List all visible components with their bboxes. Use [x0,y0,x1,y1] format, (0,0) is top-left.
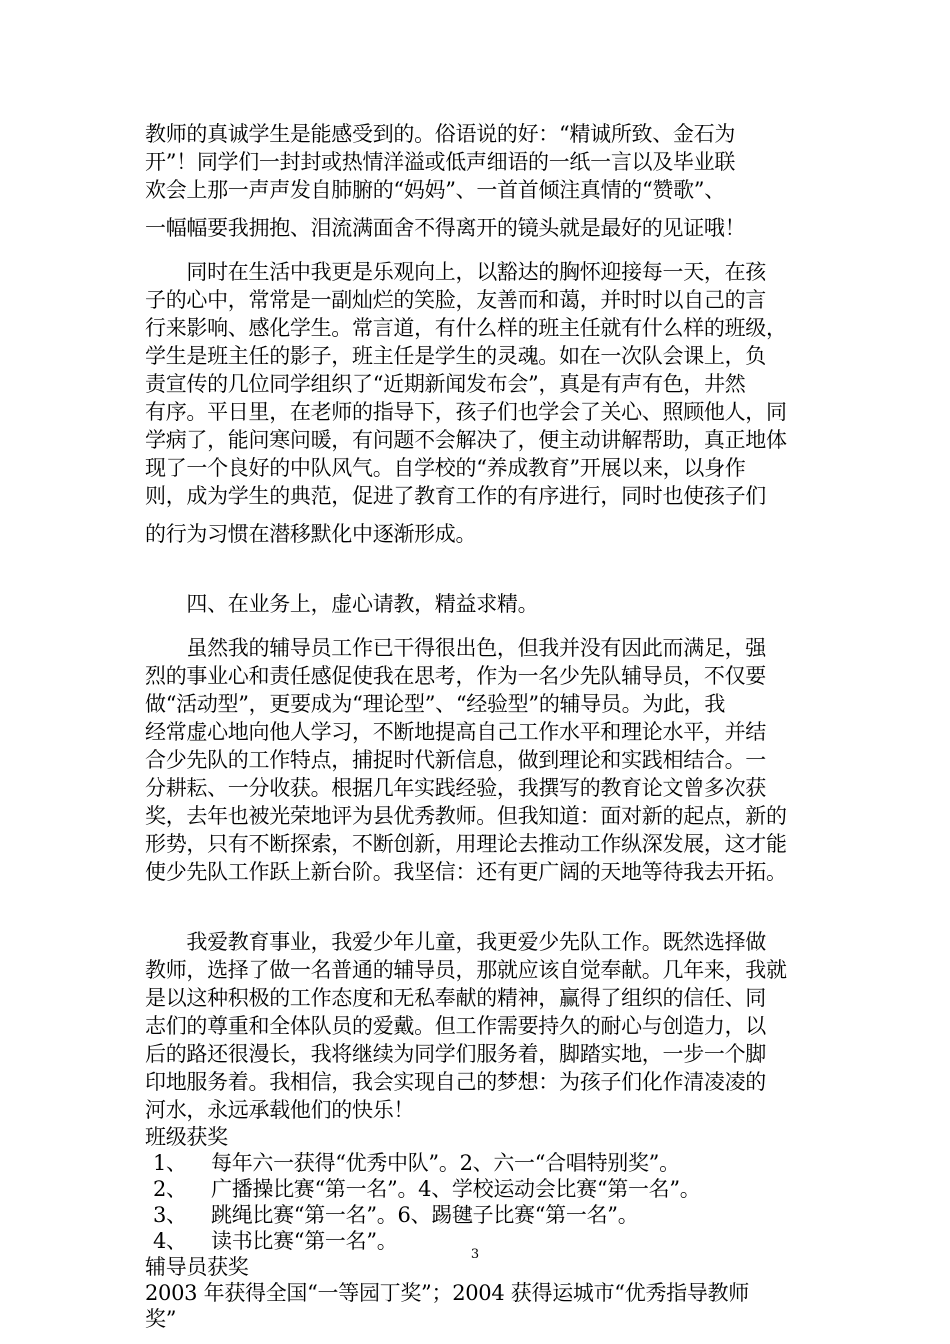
text-line: 是以这种积极的工作态度和无私奉献的精神，赢得了组织的信任、同 [145,986,766,1010]
text-line: 现了一个良好的中队风气。自学校的“养成教育”开展以来，以身作 [145,456,746,480]
text-line: 虽然我的辅导员工作已干得很出色，但我并没有因此而满足，强 [145,636,766,660]
document-body [145,120,825,1332]
list-item-text: 跳绳比赛“第一名”。6、踢毽子比赛“第一名”。 [211,1203,639,1227]
text-line: 开”！同学们一封封或热情洋溢或低声细语的一纸一言以及毕业联 [145,150,736,174]
list-item-text: 广播操比赛“第一名”。4、学校运动会比赛“第一名”。 [211,1177,701,1201]
class-awards-section [145,1124,825,1254]
text-line: 教师的真诚学生是能感受到的。俗语说的好：“精诚所致、金石为 [145,122,736,146]
text-line: 使少先队工作跃上新台阶。我坚信：还有更广阔的天地等待我去开拓。 [145,860,787,884]
list-item-number: 3、 [153,1203,187,1227]
list-item-text: 读书比赛“第一名”。 [211,1229,398,1253]
text-line: 则，成为学生的典范，促进了教育工作的有序进行，同时也使孩子们 [145,484,766,508]
text-line: 合少先队的工作特点，捕捉时代新信息，做到理论和实践相结合。一 [145,748,766,772]
section-heading: 四、在业务上，虚心请教，精益求精。 [145,592,539,616]
text-line: 学病了，能问寒问暖，有问题不会解决了，便主动讲解帮助，真正地体 [145,428,787,452]
list-item-number: 4、 [153,1229,187,1253]
text-line: 我爱教育事业，我爱少年儿童，我更爱少先队工作。既然选择做 [145,930,766,954]
text-line: 奖，去年也被光荣地评为县优秀教师。但我知道：面对新的起点，新的 [145,804,787,828]
page-number: 3 [470,1247,480,1262]
text-line: 印地服务着。我相信，我会实现自己的梦想：为孩子们化作清凌凌的 [145,1070,766,1094]
text-line: 分耕耘、一分收获。根据几年实践经验，我撰写的教育论文曾多次获 [145,776,766,800]
text-line: 做“活动型”，更要成为“理论型”、“经验型”的辅导员。为此，我 [145,692,726,716]
text-line: 奖” [145,1307,177,1331]
text-line: 河水，永远承载他们的快乐！ [145,1098,415,1122]
list-item [145,1176,825,1202]
counselor-awards-title: 辅导员获奖 [145,1255,249,1279]
text-line: 有序。平日里，在老师的指导下，孩子们也学会了关心、照顾他人，同 [145,400,787,424]
text-line: 行来影响、感化学生。常言道，有什么样的班主任就有什么样的班级， [145,316,787,340]
text-line: 经常虚心地向他人学习，不断地提高自己工作水平和理论水平，并结 [145,720,766,744]
text-line: 烈的事业心和责任感促使我在思考，作为一名少先队辅导员，不仅要 [145,664,766,688]
paragraph-love-education [145,928,825,1124]
list-item-number: 1、 [153,1151,187,1175]
text-line: 同时在生活中我更是乐观向上，以豁达的胸怀迎接每一天，在孩 [145,260,766,284]
text-line: 2003 年获得全国“一等园丁奖”；2004 获得运城市“优秀指导教师 [145,1281,749,1305]
text-line: 欢会上那一声声发自肺腑的“妈妈”、一首首倾注真情的“赞歌”、 [145,178,725,202]
text-line: 的行为习惯在潜移默化中逐渐形成。 [145,522,477,546]
list-item [145,1150,825,1176]
text-line: 后的路还很漫长，我将继续为同学们服务着，脚踏实地，一步一个脚 [145,1042,766,1066]
counselor-awards-section [145,1254,825,1332]
paragraph-teacher-sincerity [145,120,825,242]
text-line: 子的心中，常常是一副灿烂的笑脸，友善而和蔼，并时时以自己的言 [145,288,766,312]
text-line: 形势，只有不断探索，不断创新，用理论去推动工作纵深发展，这才能 [145,832,787,856]
text-line: 学生是班主任的影子，班主任是学生的灵魂。如在一次队会课上，负 [145,344,766,368]
paragraph-professional-growth [145,634,825,886]
text-line: 一幅幅要我拥抱、泪流满面舍不得离开的镜头就是最好的见证哦！ [145,216,746,240]
class-awards-title: 班级获奖 [145,1125,228,1149]
paragraph-optimism [145,258,825,548]
text-line: 教师，选择了做一名普通的辅导员，那就应该自觉奉献。几年来，我就 [145,958,787,982]
text-line: 志们的尊重和全体队员的爱戴。但工作需要持久的耐心与创造力，以 [145,1014,766,1038]
list-item-text: 每年六一获得“优秀中队”。2、六一“合唱特别奖”。 [211,1151,680,1175]
list-item-number: 2、 [153,1177,187,1201]
text-line: 责宣传的几位同学组织了“近期新闻发布会”，真是有声有色，井然 [145,372,746,396]
list-item [145,1202,825,1228]
